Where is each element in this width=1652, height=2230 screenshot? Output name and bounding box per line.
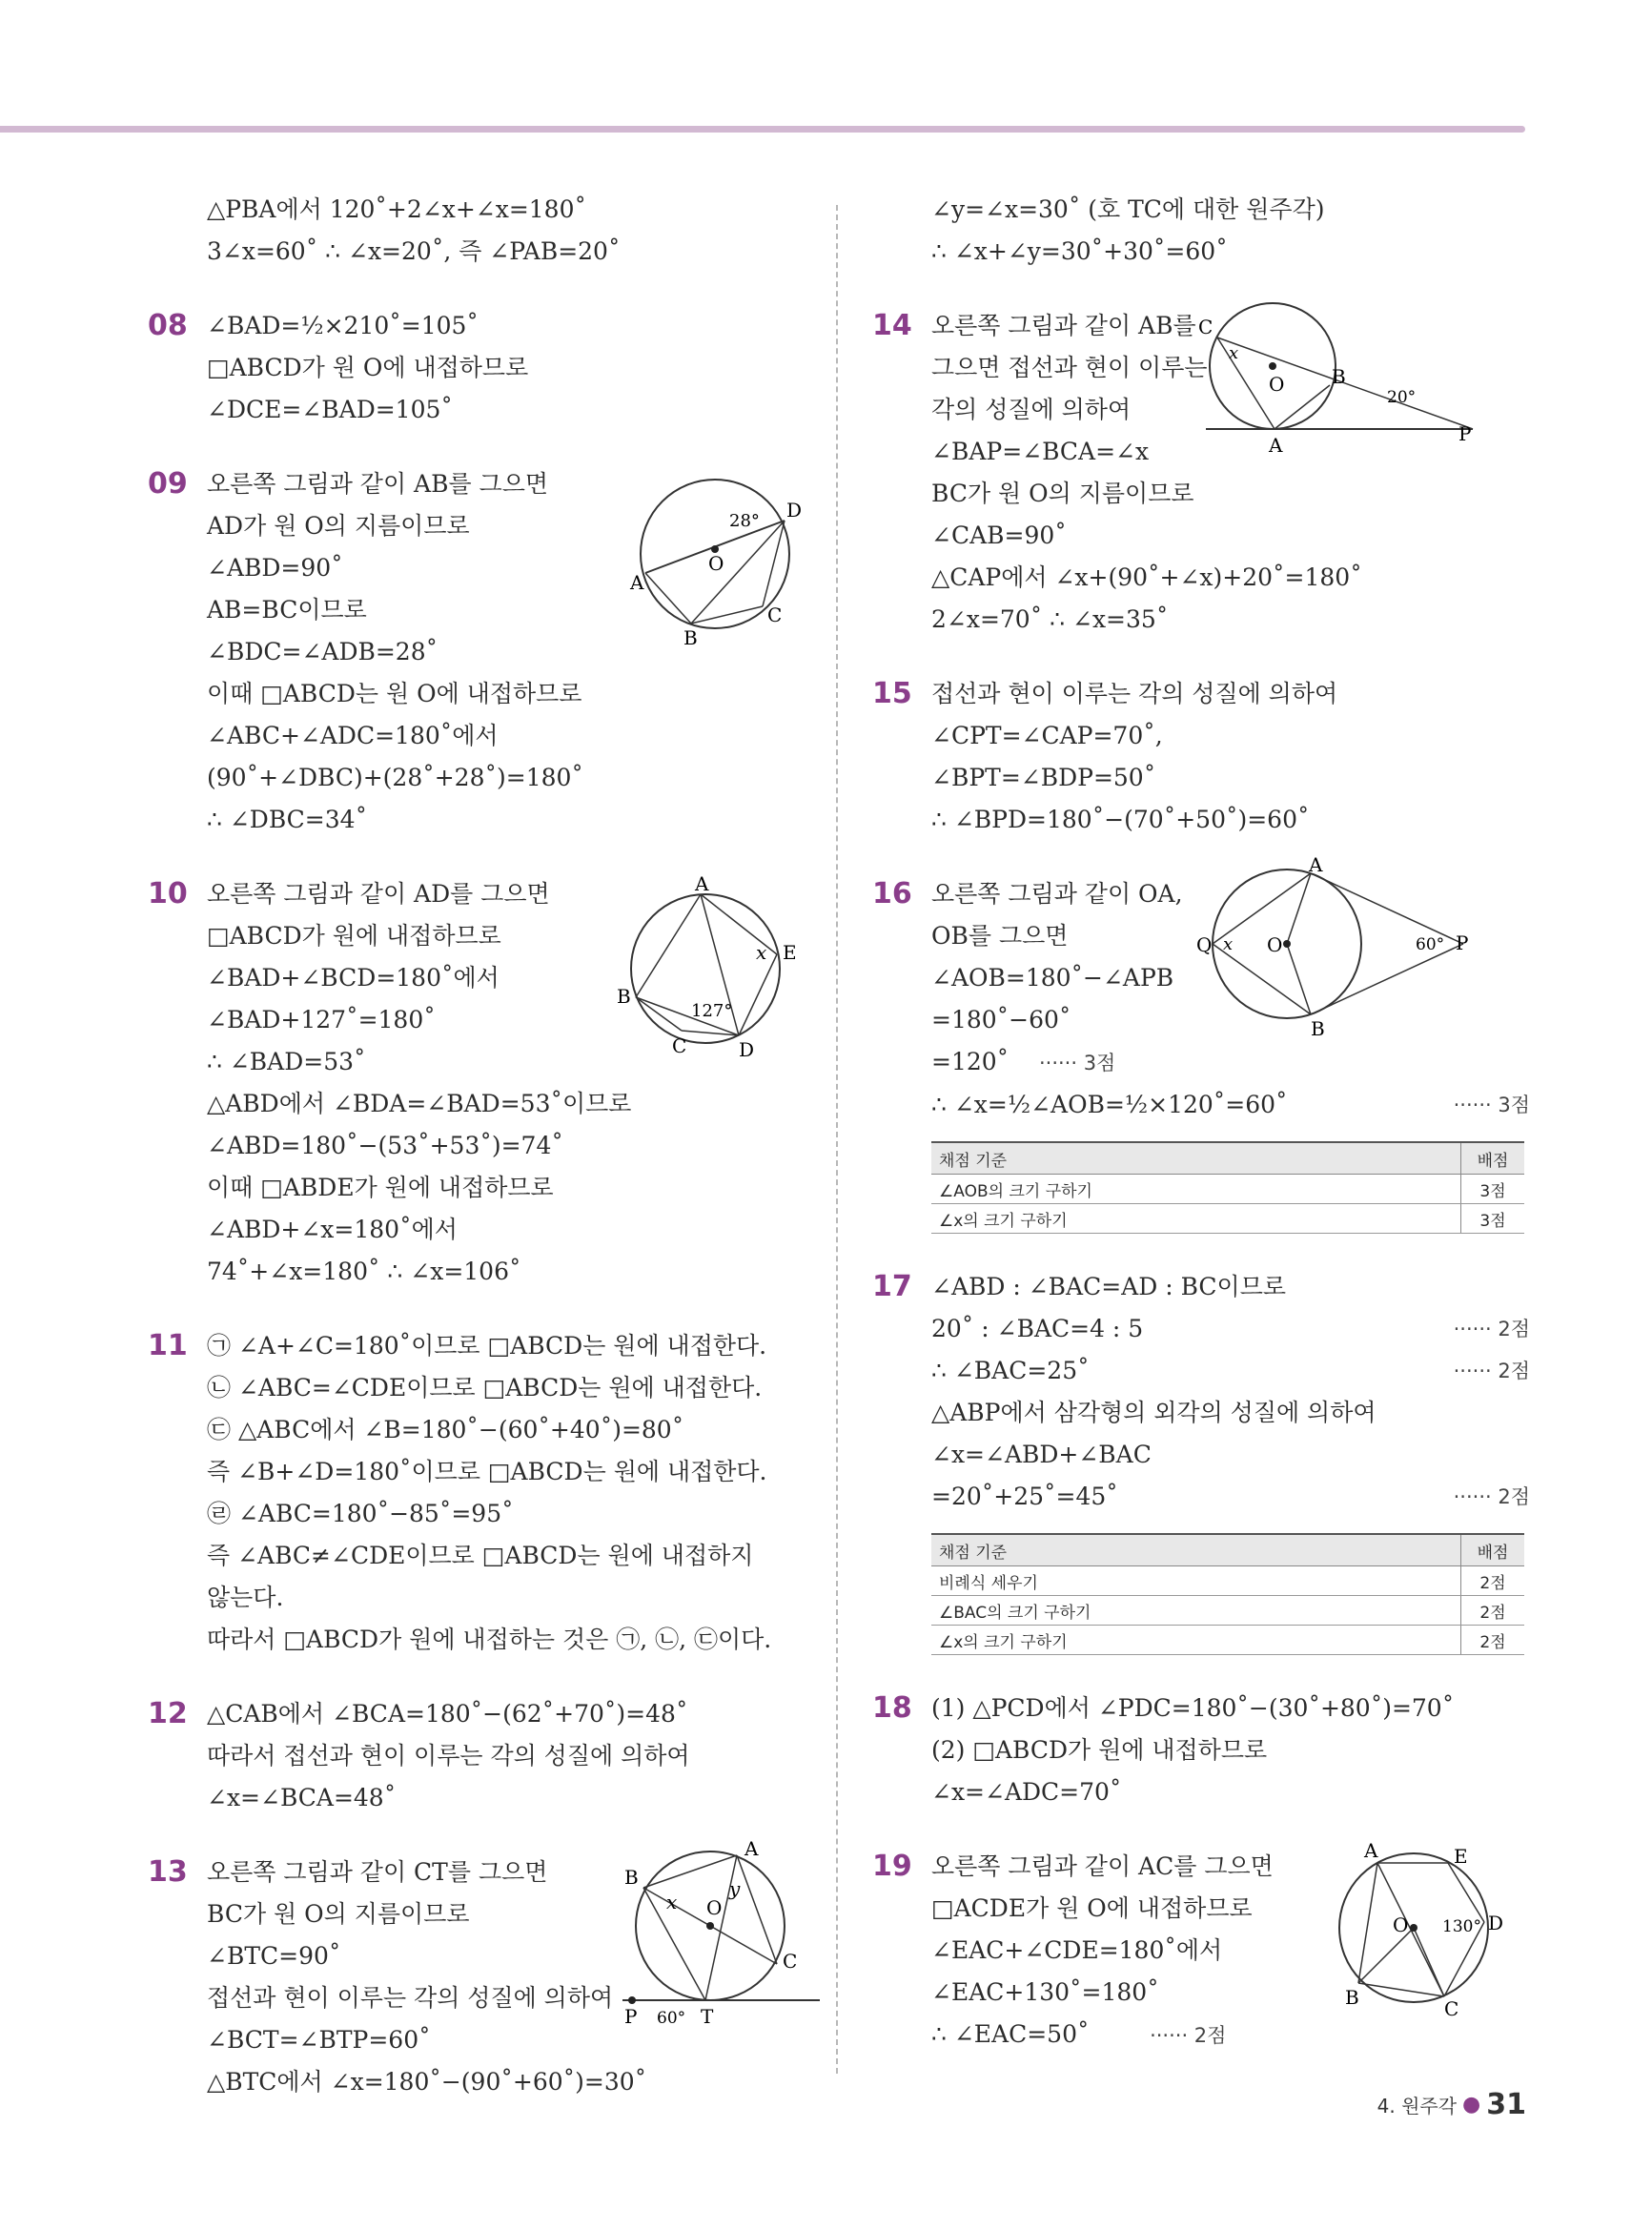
solution-line: 따라서 접선과 현이 이루는 각의 성질에 의하여 — [207, 1742, 690, 1770]
grading-row — [931, 1175, 1524, 1204]
label-a: A — [630, 571, 644, 594]
chord-line — [737, 1855, 777, 1964]
header-accent-bar — [0, 126, 1525, 133]
solution-line: 오른쪽 그림과 같이 AC를 그으면 — [931, 1852, 1274, 1880]
page-footer — [1377, 2088, 1526, 2121]
solution-line: ∠BAD+∠BCD=180˚에서 — [207, 964, 500, 992]
label-c: C — [672, 1034, 687, 1057]
problem-number: 14 — [872, 309, 912, 342]
label-o: O — [1267, 933, 1283, 956]
label-x: x — [1223, 934, 1234, 954]
score-mark: ······ 2점 — [1453, 1318, 1530, 1340]
solution-line: 이때 □ABDE가 원에 내접하므로 — [207, 1174, 554, 1201]
center-point — [1410, 1924, 1417, 1932]
score-mark: ······ 3점 — [1038, 1052, 1116, 1074]
solution-line: 즉 ∠B+∠D=180˚이므로 □ABCD는 원에 내접한다. — [207, 1458, 767, 1485]
figure-19 — [1320, 1840, 1511, 2021]
solution-line — [931, 1350, 1530, 1392]
solution-line: △PBA에서 120˚+2∠x+∠x=180˚ — [207, 195, 586, 223]
score-mark: ······ 2점 — [1453, 1360, 1530, 1382]
solution-line: 2∠x=70˚ ∴ ∠x=35˚ — [931, 605, 1169, 633]
solution-line — [931, 1308, 1530, 1350]
grading-points: 2점 — [1461, 1626, 1525, 1655]
angle-label: 127° — [691, 1001, 733, 1021]
solution-line: ∴ ∠x+∠y=30˚+30˚=60˚ — [931, 237, 1228, 265]
grading-header: 배점 — [1461, 1142, 1525, 1175]
solution-line: ∠BPT=∠BDP=50˚ — [931, 764, 1156, 791]
label-o: O — [1393, 1913, 1409, 1936]
score-mark: ······ 2점 — [1150, 2024, 1227, 2047]
page-number: 31 — [1486, 2088, 1526, 2121]
angle-label: 60° — [657, 2009, 686, 2028]
solution-line: ㉠ ∠A+∠C=180˚이므로 □ABCD는 원에 내접한다. — [207, 1332, 767, 1360]
solution-line: 따라서 □ABCD가 원에 내접하는 것은 ㉠, ㉡, ㉢이다. — [207, 1626, 772, 1653]
chapter-label: 4. 원주각 — [1377, 2095, 1458, 2117]
label-x: x — [666, 1891, 678, 1913]
point-p — [628, 1996, 636, 2004]
angle-label: 28° — [729, 511, 760, 531]
label-b: B — [1345, 1986, 1359, 2009]
label-p: P — [1456, 931, 1469, 954]
solution-line: ∠y=∠x=30˚ (호 TC에 대한 원주각) — [931, 195, 1325, 223]
angle-label: 130° — [1442, 1917, 1481, 1936]
grading-table — [931, 1141, 1524, 1234]
solution-line: ∠ABD : ∠BAC=AD : BC이므로 — [931, 1273, 1287, 1300]
solution-line: 74˚+∠x=180˚ ∴ ∠x=106˚ — [207, 1258, 521, 1285]
problem-16 — [872, 853, 1530, 1234]
problem-number: 16 — [872, 877, 912, 910]
solution-line: △ABD에서 ∠BDA=∠BAD=53˚이므로 — [207, 1090, 632, 1117]
grading-points: 3점 — [1461, 1175, 1525, 1204]
solution-line: 접선과 현이 이루는 각의 성질에 의하여 — [207, 1984, 614, 2012]
problem-14 — [872, 305, 1530, 641]
solution-line: 각의 성질에 의하여 — [931, 396, 1132, 423]
solution-line: ∠BCT=∠BTP=60˚ — [207, 2026, 431, 2054]
chord-line — [682, 1031, 739, 1035]
solution-line: ∠BAD=½×210˚=105˚ — [207, 312, 479, 339]
bullet-icon: ● — [1462, 2093, 1481, 2117]
figure-09 — [624, 463, 825, 649]
problem-number: 13 — [148, 1855, 188, 1889]
solution-line: □ACDE가 원 O에 내접하므로 — [931, 1894, 1253, 1922]
label-c: C — [1444, 1997, 1459, 2020]
problem-number: 12 — [148, 1697, 188, 1730]
solution-line: (90˚+∠DBC)+(28˚+28˚)=180˚ — [207, 764, 583, 791]
chord-line — [645, 573, 691, 624]
solution-text: ∴ ∠BAC=25˚ — [931, 1357, 1090, 1384]
angle-label: 20° — [1387, 388, 1417, 407]
radius-line — [1287, 873, 1311, 944]
problem-17 — [872, 1266, 1530, 1655]
radius-line — [1287, 944, 1311, 1014]
solution-line: AB=BC이므로 — [207, 596, 367, 624]
problem-07-continued — [148, 189, 815, 273]
solution-line: ∠AOB=180˚−∠APB — [931, 964, 1174, 992]
problem-number: 18 — [872, 1691, 912, 1725]
solution-text: =20˚+25˚=45˚ — [931, 1483, 1118, 1510]
label-c: C — [1198, 316, 1214, 338]
grading-table — [931, 1533, 1524, 1655]
problem-number: 08 — [148, 309, 188, 342]
chord-line — [636, 894, 701, 997]
grading-header: 채점 기준 — [931, 1534, 1461, 1566]
label-q: Q — [1196, 933, 1213, 956]
solution-text: 20˚ : ∠BAC=4 : 5 — [931, 1315, 1144, 1342]
label-c: C — [767, 604, 783, 626]
grading-row — [931, 1596, 1524, 1626]
tangent-line — [1311, 873, 1463, 944]
chord-line — [1213, 873, 1311, 944]
label-c: C — [783, 1950, 798, 1973]
grading-points: 2점 — [1461, 1596, 1525, 1626]
problem-number: 09 — [148, 467, 188, 501]
grading-criterion: 비례식 세우기 — [931, 1566, 1461, 1596]
solution-line: 3∠x=60˚ ∴ ∠x=20˚, 즉 ∠PAB=20˚ — [207, 237, 621, 265]
label-t: T — [701, 2005, 714, 2028]
solution-line: ∠CPT=∠CAP=70˚, — [931, 722, 1163, 749]
solution-line: ∠ABD=90˚ — [207, 554, 343, 582]
chord-line — [739, 954, 777, 1035]
problem-10 — [148, 873, 815, 1293]
solution-line: ∴ ∠BAD=53˚ — [207, 1048, 366, 1075]
problem-13 — [148, 1837, 815, 2103]
grading-points: 2점 — [1461, 1566, 1525, 1596]
problem-number: 15 — [872, 677, 912, 710]
chord-line — [1358, 1863, 1377, 1983]
problem-number: 11 — [148, 1329, 188, 1362]
solution-line: =180˚−60˚ — [931, 1006, 1071, 1033]
solution-line: 오른쪽 그림과 같이 OA, — [931, 880, 1183, 908]
chord-line — [691, 606, 763, 624]
label-b: B — [1332, 365, 1346, 388]
solution-line: ∠BTC=90˚ — [207, 1942, 341, 1970]
label-a: A — [1269, 434, 1283, 457]
center-point — [1269, 362, 1276, 370]
solution-line: ㉡ ∠ABC=∠CDE이므로 □ABCD는 원에 내접한다. — [207, 1374, 763, 1401]
right-column — [872, 189, 1530, 2089]
score-mark: ······ 2점 — [1453, 1485, 1530, 1508]
column-divider — [836, 205, 838, 2074]
center-point — [706, 1922, 714, 1930]
solution-line: ∠ABD+∠x=180˚에서 — [207, 1216, 458, 1243]
grading-criterion: ∠x의 크기 구하기 — [931, 1204, 1461, 1234]
solution-line: ∠EAC+∠CDE=180˚에서 — [931, 1936, 1223, 1964]
solution-line: OB를 그으면 — [931, 922, 1069, 950]
solution-line: ∴ ∠DBC=34˚ — [207, 806, 368, 833]
problem-number: 10 — [148, 877, 188, 910]
solution-line: ∠BAP=∠BCA=∠x — [931, 438, 1150, 465]
label-x: x — [756, 941, 767, 964]
solution-line: 즉 ∠ABC≠∠CDE이므로 □ABCD는 원에 내접하지 — [207, 1542, 754, 1569]
grading-header: 배점 — [1461, 1534, 1525, 1566]
chord-line — [1217, 338, 1275, 429]
solution-line: ∠CAB=90˚ — [931, 522, 1067, 549]
label-d: D — [1488, 1912, 1504, 1934]
solution-line: ∴ ∠BPD=180˚−(70˚+50˚)=60˚ — [931, 806, 1310, 833]
label-a: A — [744, 1837, 759, 1860]
solution-line: (2) □ABCD가 원에 내접하므로 — [931, 1736, 1268, 1764]
solution-line: ∠x=∠ADC=70˚ — [931, 1778, 1122, 1806]
label-d: D — [786, 499, 803, 522]
solution-line: △CAP에서 ∠x+(90˚+∠x)+20˚=180˚ — [931, 563, 1362, 591]
solution-line: BC가 원 O의 지름이므로 — [207, 1900, 470, 1928]
label-a: A — [1364, 1839, 1378, 1862]
label-a: A — [1309, 853, 1323, 876]
label-b: B — [617, 985, 631, 1008]
solution-line: 이때 □ABCD는 원 O에 내접하므로 — [207, 680, 582, 707]
figure-14 — [1196, 297, 1482, 469]
solution-line: ㉣ ∠ABC=180˚−85˚=95˚ — [207, 1500, 514, 1527]
solution-line: BC가 원 O의 지름이므로 — [931, 480, 1194, 507]
solution-line: △CAB에서 ∠BCA=180˚−(62˚+70˚)=48˚ — [207, 1700, 688, 1728]
solution-line — [931, 1476, 1530, 1518]
grading-header-row — [931, 1534, 1524, 1566]
solution-text: ∴ ∠x=½∠AOB=½×120˚=60˚ — [931, 1091, 1288, 1118]
label-a: A — [695, 872, 709, 895]
solution-line: □ABCD가 원에 내접하므로 — [207, 922, 501, 950]
problem-15 — [872, 673, 1530, 841]
chord-line — [643, 1855, 737, 1888]
grading-points: 3점 — [1461, 1204, 1525, 1234]
label-e: E — [1454, 1845, 1468, 1868]
solution-line — [931, 1084, 1530, 1126]
angle-label: 60° — [1416, 935, 1445, 954]
label-e: E — [783, 941, 797, 964]
score-mark: ······ 3점 — [1453, 1094, 1530, 1116]
problem-19 — [872, 1839, 1530, 2056]
grading-criterion: ∠AOB의 크기 구하기 — [931, 1175, 1461, 1204]
problem-12 — [148, 1693, 815, 1819]
figure-10 — [605, 873, 806, 1064]
solution-line: 오른쪽 그림과 같이 AD를 그으면 — [207, 880, 550, 908]
figure-16 — [1196, 853, 1473, 1040]
solution-line: ∠ABC+∠ADC=180˚에서 — [207, 722, 499, 749]
solution-line: 오른쪽 그림과 같이 CT를 그으면 — [207, 1858, 548, 1886]
label-o: O — [706, 1896, 723, 1919]
label-p: P — [1458, 422, 1472, 445]
label-y: y — [729, 1877, 741, 1900]
grading-row — [931, 1204, 1524, 1234]
solution-line: □ABCD가 원 O에 내접하므로 — [207, 354, 529, 381]
solution-line: ∠EAC+130˚=180˚ — [931, 1978, 1159, 2006]
solution-line — [931, 1041, 1530, 1084]
solution-line: 않는다. — [207, 1584, 284, 1611]
solution-line: ∠DCE=∠BAD=105˚ — [207, 396, 453, 423]
problem-13-continued — [872, 189, 1530, 273]
solution-text: =120˚ — [931, 1048, 1010, 1075]
label-p: P — [624, 2005, 638, 2028]
label-x: x — [1229, 343, 1239, 363]
label-b: B — [1311, 1017, 1325, 1040]
problem-08 — [148, 305, 815, 431]
solution-line: 접선과 현이 이루는 각의 성질에 의하여 — [931, 680, 1338, 707]
solution-line: △ABP에서 삼각형의 외각의 성질에 의하여 — [931, 1399, 1377, 1426]
chord-line — [1213, 944, 1311, 1014]
solution-line: ∠BDC=∠ADB=28˚ — [207, 638, 438, 665]
solution-line: 그으면 접선과 현이 이루는 — [931, 354, 1208, 381]
problem-number: 19 — [872, 1850, 912, 1883]
problem-09 — [148, 463, 815, 841]
solution-line: 오른쪽 그림과 같이 AB를 그으면 — [207, 470, 549, 498]
label-b: B — [624, 1866, 639, 1889]
solution-line: ∠x=∠BCA=48˚ — [207, 1784, 397, 1811]
solution-line: △BTC에서 ∠x=180˚−(90˚+60˚)=30˚ — [207, 2068, 647, 2096]
solution-line: ∠BAD+127˚=180˚ — [207, 1006, 436, 1033]
solution-line: ㉢ △ABC에서 ∠B=180˚−(60˚+40˚)=80˚ — [207, 1416, 684, 1443]
grading-header-row — [931, 1142, 1524, 1175]
problem-number: 17 — [872, 1270, 912, 1303]
grading-row — [931, 1566, 1524, 1596]
grading-row — [931, 1626, 1524, 1655]
solution-line: ∠x=∠ABD+∠BAC — [931, 1441, 1152, 1468]
label-o: O — [708, 552, 724, 575]
solution-line: AD가 원 O의 지름이므로 — [207, 512, 470, 540]
label-b: B — [683, 626, 698, 649]
problem-11 — [148, 1325, 815, 1661]
label-o: O — [1269, 373, 1285, 396]
solution-line: ∠ABD=180˚−(53˚+53˚)=74˚ — [207, 1132, 563, 1159]
grading-criterion: ∠BAC의 크기 구하기 — [931, 1596, 1461, 1626]
solution-line: 오른쪽 그림과 같이 AB를 — [931, 312, 1196, 339]
figure-13 — [615, 1837, 825, 2033]
radius-line — [1414, 1928, 1444, 1996]
solution-line: (1) △PCD에서 ∠PDC=180˚−(30˚+80˚)=70˚ — [931, 1694, 1455, 1722]
grading-header: 채점 기준 — [931, 1142, 1461, 1175]
problem-18 — [872, 1688, 1530, 1813]
tangent-line — [1311, 944, 1463, 1014]
center-point — [1283, 940, 1291, 948]
left-column — [148, 189, 815, 2136]
grading-criterion: ∠x의 크기 구하기 — [931, 1626, 1461, 1655]
solution-text: ∴ ∠EAC=50˚ — [931, 2020, 1090, 2048]
label-d: D — [739, 1038, 755, 1061]
